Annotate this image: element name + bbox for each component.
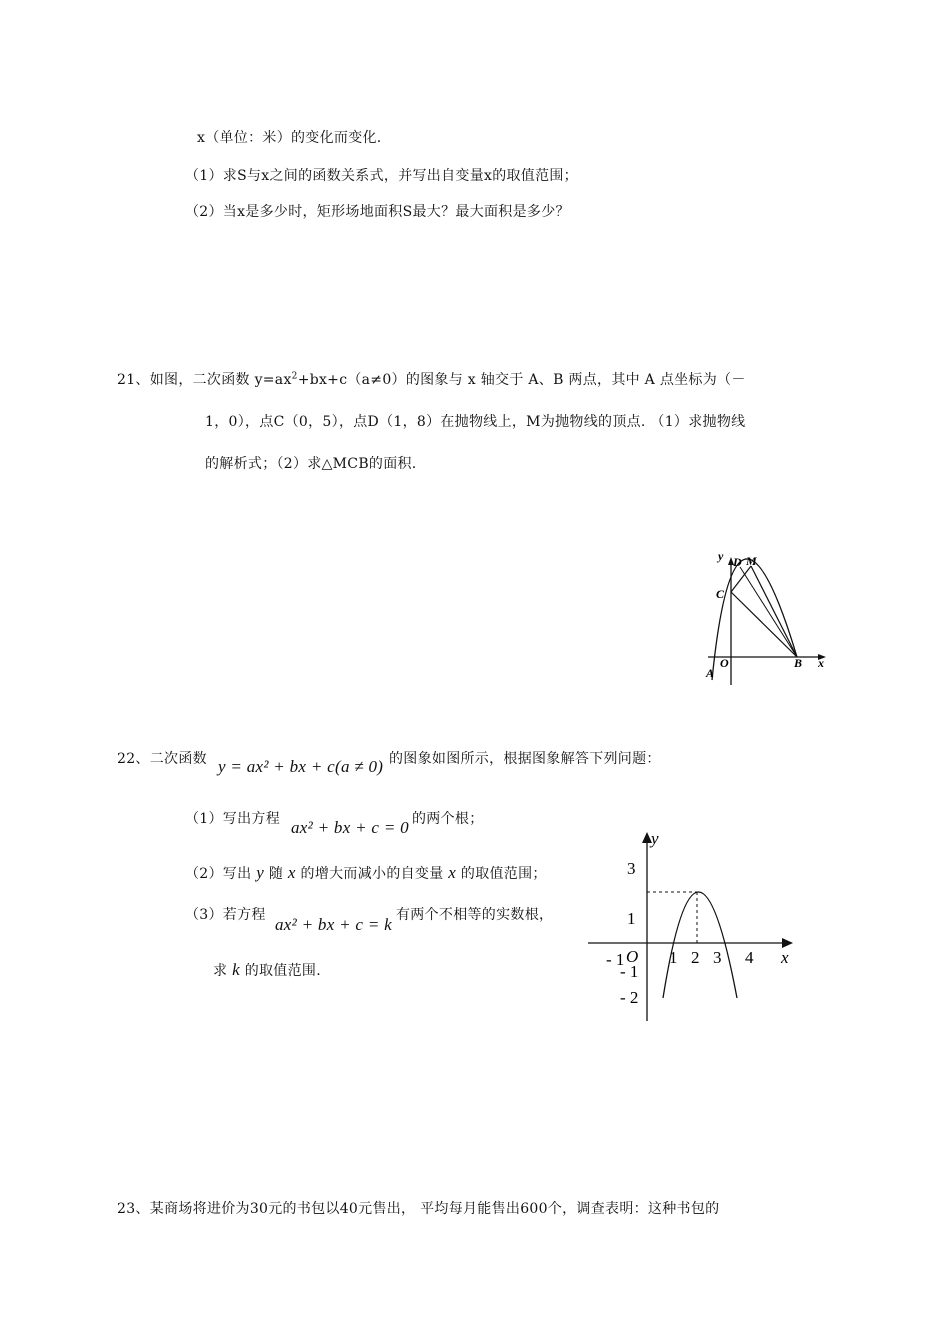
q22-xtick-3: 3 <box>713 948 722 967</box>
q21-label-c: C <box>716 587 725 601</box>
q22-sub2-b: 随 <box>268 866 284 882</box>
q21-label-a: A <box>706 666 715 680</box>
q21-label-d: D <box>733 555 742 569</box>
q22-sub3-formula: ax² + bx + c = k <box>275 915 392 934</box>
q21-line1 <box>117 369 746 389</box>
q22-ytick-3: 3 <box>627 859 636 878</box>
q22-ytick-neg1: - 1 <box>620 962 639 981</box>
q22-sub2-a: （2）写出 <box>185 866 252 882</box>
q21-label-b: B <box>794 656 803 670</box>
q22-sub1-suffix: 的两个根； <box>412 811 484 827</box>
q21-line1-post: +bx+c（a≠0）的图象与 x 轴交于 A、B 两点，其中 A 点坐标为（－ <box>297 372 746 388</box>
q22-sub2-x2: x <box>448 863 457 882</box>
q22-parabola-curve <box>663 892 737 998</box>
q22-xtick-neg1: - 1 <box>606 950 625 969</box>
q21-line3: 的解析式；（2）求△MCB的面积. <box>205 456 417 472</box>
q22-xtick-2: 2 <box>691 948 700 967</box>
q22-sub3-line2-a: 求 <box>213 963 228 979</box>
q22-sub2-x: x <box>287 863 296 882</box>
q21-label-y: y <box>718 549 724 563</box>
q22-axis-y-label: y <box>651 829 659 848</box>
q20-sub2: （2）当x是多少时，矩形场地面积S最大？最大面积是多少？ <box>185 204 570 220</box>
q22-ytick-1: 1 <box>627 909 636 928</box>
q22-sub2 <box>185 863 547 883</box>
q22-sub1-prefix: （1）写出方程 <box>185 811 281 827</box>
q22-suffix: 的图象如图所示，根据图象解答下列问题： <box>389 751 661 767</box>
q22-sub3-k: k <box>232 960 240 979</box>
q21-label-m: M <box>746 554 757 568</box>
q22-prefix: 22、二次函数 <box>117 751 207 767</box>
q21-line1-sup: 2 <box>291 371 298 382</box>
q21-label-x: x <box>818 656 824 670</box>
q20-sub1: （1）求S与x之间的函数关系式，并写出自变量x的取值范围； <box>185 168 578 184</box>
q22-sub1-formula: ax² + bx + c = 0 <box>291 818 409 837</box>
q22-sub3-line2-b: 的取值范围. <box>244 963 321 979</box>
q22-xtick-4: 4 <box>745 948 754 967</box>
q22-sub2-d: 的取值范围； <box>460 866 547 882</box>
q22-sub3-line2 <box>213 960 321 980</box>
q21-line1-pre: 21、如图，二次函数 y=ax <box>117 372 292 388</box>
q21-line2: 1，0），点C（0，5），点D（1，8）在抛物线上，M为抛物线的顶点. （1）求抛物线 <box>205 414 746 430</box>
q23-line1: 23、某商场将进价为30元的书包以40元售出， 平均每月能售出600个，调查表明：这种书包的 <box>117 1201 720 1217</box>
q22-sub2-c: 的增大而减小的自变量 <box>300 866 444 882</box>
q22-sub3-prefix: （3）若方程 <box>185 907 266 923</box>
q22-formula: y = ax² + bx + c(a ≠ 0) <box>218 757 384 776</box>
q22-origin-label: O <box>626 947 639 966</box>
q22-ytick-neg2: - 2 <box>620 988 639 1007</box>
q22-sub3-suffix: 有两个不相等的实数根， <box>396 907 554 923</box>
q21-parabola-figure <box>700 545 840 685</box>
q20-line1: x（单位：米）的变化而变化. <box>197 130 382 146</box>
q22-graph <box>580 825 800 1025</box>
q21-label-o: O <box>720 656 729 670</box>
q22-xtick-1: 1 <box>669 948 678 967</box>
q22-sub2-y: y <box>256 863 265 882</box>
q22-axis-x-label: x <box>781 948 789 967</box>
